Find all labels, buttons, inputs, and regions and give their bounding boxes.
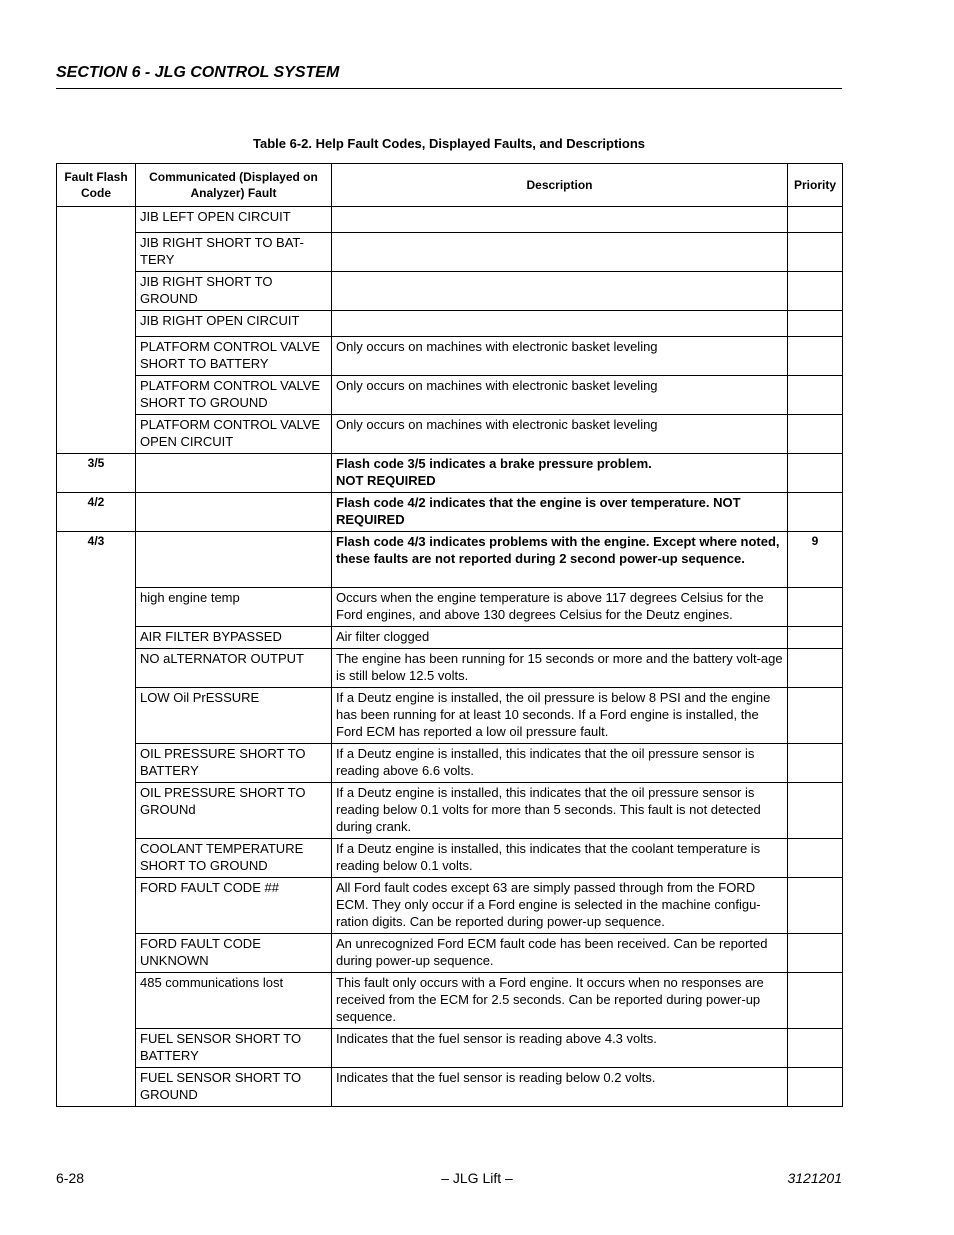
flash-code-cell [57, 207, 136, 454]
fault-name-cell: JIB RIGHT OPEN CIRCUIT [136, 311, 332, 337]
description-cell: If a Deutz engine is installed, this indicates that the coolant temperature is reading below 0.1 volts. [332, 839, 788, 878]
priority-cell [788, 233, 843, 272]
description-cell [332, 233, 788, 272]
description-cell: All Ford fault codes except 63 are simply passed through from the FORD ECM. They only occur if a Ford engine is selected in the machine configu-ration digits. Can be reported during power-up sequence. [332, 878, 788, 934]
priority-cell [788, 415, 843, 454]
description-cell: Flash code 3/5 indicates a brake pressure problem. NOT REQUIRED [332, 454, 788, 493]
table-row [57, 1068, 843, 1107]
table-row [57, 493, 843, 532]
table-row [57, 934, 843, 973]
table-row [57, 878, 843, 934]
column-header-fault: Communicated (Displayed on Analyzer) Fault [136, 164, 332, 207]
priority-cell [788, 311, 843, 337]
fault-name-cell: AIR FILTER BYPASSED [136, 627, 332, 649]
table-row [57, 783, 843, 839]
description-cell: Occurs when the engine temperature is above 117 degrees Celsius for the Ford engines, and above 130 degrees Celsius for the Deutz engines. [332, 588, 788, 627]
priority-cell [788, 783, 843, 839]
priority-cell [788, 493, 843, 532]
description-cell: Indicates that the fuel sensor is reading above 4.3 volts. [332, 1029, 788, 1068]
table-row [57, 839, 843, 878]
description-cell: Flash code 4/3 indicates problems with the engine. Except where noted, these faults are not reported during 2 second power-up sequence. [332, 532, 788, 588]
priority-cell: 9 [788, 532, 843, 588]
table-row [57, 688, 843, 744]
fault-name-cell: FUEL SENSOR SHORT TO BATTERY [136, 1029, 332, 1068]
document-number: 3121201 [787, 1170, 842, 1186]
flash-code-cell: 4/2 [57, 493, 136, 532]
fault-name-cell: COOLANT TEMPERATURE SHORT TO GROUND [136, 839, 332, 878]
description-cell: Only occurs on machines with electronic basket leveling [332, 337, 788, 376]
priority-cell [788, 744, 843, 783]
fault-name-cell: NO aLTERNATOR OUTPUT [136, 649, 332, 688]
fault-name-cell: JIB RIGHT SHORT TO GROUND [136, 272, 332, 311]
priority-cell [788, 973, 843, 1029]
description-cell: Air filter clogged [332, 627, 788, 649]
table-row [57, 272, 843, 311]
fault-name-cell: FORD FAULT CODE UNKNOWN [136, 934, 332, 973]
fault-name-cell: JIB LEFT OPEN CIRCUIT [136, 207, 332, 233]
fault-codes-table [56, 163, 843, 1107]
description-cell: If a Deutz engine is installed, this indicates that the oil pressure sensor is reading above 6.6 volts. [332, 744, 788, 783]
priority-cell [788, 272, 843, 311]
table-row [57, 207, 843, 233]
table-row [57, 337, 843, 376]
description-cell: Indicates that the fuel sensor is reading below 0.2 volts. [332, 1068, 788, 1107]
flash-code-cell: 4/3 [57, 532, 136, 1107]
table-row [57, 415, 843, 454]
priority-cell [788, 337, 843, 376]
fault-name-cell: PLATFORM CONTROL VALVE SHORT TO BATTERY [136, 337, 332, 376]
table-row [57, 627, 843, 649]
description-cell: Only occurs on machines with electronic basket leveling [332, 415, 788, 454]
fault-name-cell: 485 communications lost [136, 973, 332, 1029]
description-cell: Only occurs on machines with electronic basket leveling [332, 376, 788, 415]
priority-cell [788, 376, 843, 415]
table-row [57, 311, 843, 337]
table-row [57, 454, 843, 493]
footer-brand: – JLG Lift – [441, 1170, 513, 1186]
table-row [57, 233, 843, 272]
table-body [57, 207, 843, 1107]
fault-name-cell: LOW Oil PrESSURE [136, 688, 332, 744]
priority-cell [788, 934, 843, 973]
fault-name-cell [136, 532, 332, 588]
fault-name-cell: PLATFORM CONTROL VALVE OPEN CIRCUIT [136, 415, 332, 454]
table-row [57, 973, 843, 1029]
description-cell: An unrecognized Ford ECM fault code has been received. Can be reported during power-up sequence. [332, 934, 788, 973]
description-cell: Flash code 4/2 indicates that the engine is over temperature. NOT REQUIRED [332, 493, 788, 532]
priority-cell [788, 649, 843, 688]
fault-name-cell: high engine temp [136, 588, 332, 627]
section-header: SECTION 6 - JLG CONTROL SYSTEM [56, 64, 842, 89]
priority-cell [788, 878, 843, 934]
fault-name-cell: FUEL SENSOR SHORT TO GROUND [136, 1068, 332, 1107]
fault-name-cell: OIL PRESSURE SHORT TO BATTERY [136, 744, 332, 783]
table-title: Table 6-2. Help Fault Codes, Displayed Faults, and Descriptions [252, 136, 645, 151]
priority-cell [788, 588, 843, 627]
priority-cell [788, 1029, 843, 1068]
description-cell [332, 272, 788, 311]
table-row [57, 532, 843, 588]
description-cell: If a Deutz engine is installed, the oil pressure is below 8 PSI and the engine has been running for at least 10 seconds. If a Ford engine is installed, the Ford ECM has reported a low oil pressure fault. [332, 688, 788, 744]
fault-name-cell: FORD FAULT CODE ## [136, 878, 332, 934]
description-cell: If a Deutz engine is installed, this indicates that the oil pressure sensor is reading below 0.1 volts for more than 5 seconds. This fault is not detected during crank. [332, 783, 788, 839]
priority-cell [788, 207, 843, 233]
flash-code-cell: 3/5 [57, 454, 136, 493]
page-number: 6-28 [56, 1170, 85, 1186]
priority-cell [788, 839, 843, 878]
priority-cell [788, 454, 843, 493]
fault-name-cell [136, 493, 332, 532]
description-cell: This fault only occurs with a Ford engine. It occurs when no responses are received from the ECM for 2.5 seconds. Can be reported during power-up sequence. [332, 973, 788, 1029]
column-header-flash-code: Fault Flash Code [57, 164, 136, 207]
priority-cell [788, 688, 843, 744]
column-header-priority: Priority [788, 164, 843, 207]
table-row [57, 649, 843, 688]
table-row [57, 588, 843, 627]
priority-cell [788, 627, 843, 649]
description-cell: The engine has been running for 15 seconds or more and the battery volt-age is still below 12.5 volts. [332, 649, 788, 688]
fault-name-cell: JIB RIGHT SHORT TO BAT-TERY [136, 233, 332, 272]
priority-cell [788, 1068, 843, 1107]
description-cell [332, 311, 788, 337]
table-header-row [57, 164, 843, 207]
table-row [57, 744, 843, 783]
table-row [57, 376, 843, 415]
fault-name-cell [136, 454, 332, 493]
column-header-description: Description [332, 164, 788, 207]
fault-name-cell: PLATFORM CONTROL VALVE SHORT TO GROUND [136, 376, 332, 415]
fault-name-cell: OIL PRESSURE SHORT TO GROUNd [136, 783, 332, 839]
description-cell [332, 207, 788, 233]
table-row [57, 1029, 843, 1068]
